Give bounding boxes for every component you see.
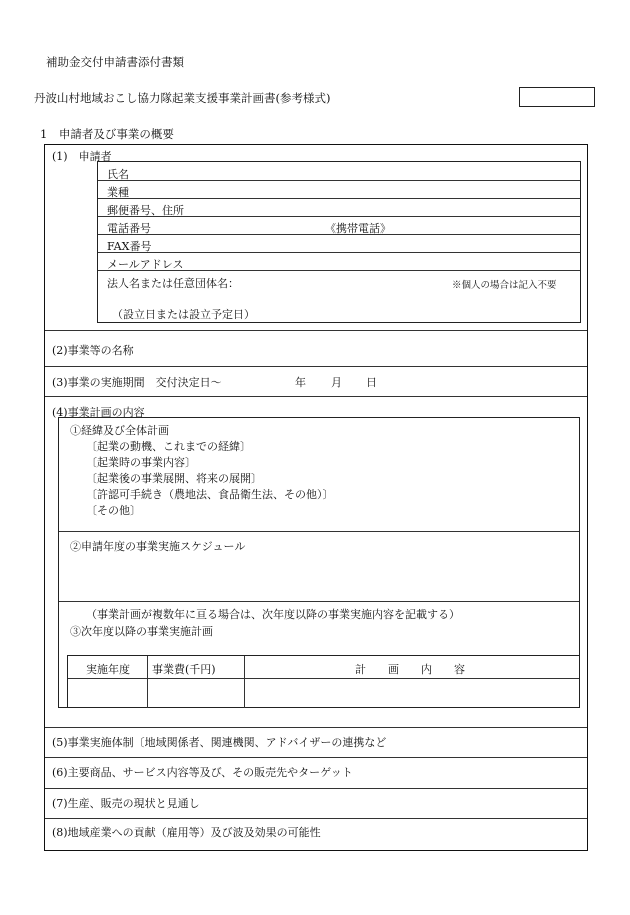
divider-7	[45, 788, 587, 789]
item1-line-5: 〔その他〕	[86, 504, 141, 517]
mobile-label: 《携帯電話》	[325, 222, 391, 235]
section-heading: 1 申請者及び事業の概要	[40, 127, 174, 141]
item1-line-2: 〔起業時の事業内容〕	[86, 456, 196, 469]
table-cell-cost[interactable]	[148, 679, 244, 707]
email-line[interactable]	[98, 270, 580, 271]
business-type-line[interactable]	[98, 198, 580, 199]
structure-label: (5)事業実施体制〔地域関係者、関連機関、アドバイザーの連携など	[52, 736, 387, 749]
item3-title: ③次年度以降の事業実施計画	[70, 625, 213, 638]
period-label: (3)事業の実施期間 交付決定日〜	[52, 376, 222, 389]
business-type-label: 業種	[107, 186, 129, 199]
table-header-plan: 計 画 内 容	[355, 663, 465, 676]
address-label: 郵便番号、住所	[107, 204, 184, 217]
plan-label: (4)事業計画の内容	[52, 406, 145, 419]
outlook-label: (7)生産、販売の現状と見通し	[52, 797, 200, 810]
divider-3	[45, 366, 587, 367]
divider-4	[45, 396, 587, 397]
item1-line-1: 〔起業の動機、これまでの経緯〕	[86, 440, 251, 453]
divider-item2	[59, 531, 579, 532]
phone-label: 電話番号	[107, 222, 151, 235]
table-header-cost: 事業費(千円)	[152, 663, 216, 676]
item3-note: （事業計画が複数年に亘る場合は、次年度以降の事業実施内容を記載する）	[86, 608, 460, 621]
divider-item3	[59, 601, 579, 602]
form-title: 丹波山村地域おこし協力隊起業支援事業計画書(参考様式)	[34, 91, 331, 105]
table-cell-year[interactable]	[68, 679, 147, 707]
divider-5	[45, 727, 587, 728]
established-label: （設立日または設立予定日）	[112, 308, 255, 321]
item1-title: ①経緯及び全体計画	[70, 424, 169, 437]
table-cell-plan[interactable]	[245, 679, 579, 707]
fax-label: FAX番号	[107, 240, 152, 253]
period-day: 日	[366, 376, 377, 389]
email-label: メールアドレス	[107, 258, 184, 271]
products-label: (6)主要商品、サービス内容等及び、その販売先やターゲット	[52, 766, 353, 779]
table-header-year: 実施年度	[86, 663, 130, 676]
applicant-box	[97, 161, 581, 323]
item1-line-3: 〔起業後の事業展開、将来の展開〕	[86, 472, 262, 485]
document-type-label: 補助金交付申請書添付書類	[46, 55, 184, 69]
period-year: 年	[295, 376, 306, 389]
business-name-label: (2)事業等の名称	[52, 344, 134, 357]
org-note: ※個人の場合は記入不要	[452, 280, 557, 291]
address-line[interactable]	[98, 216, 580, 217]
fax-line[interactable]	[98, 252, 580, 253]
phone-line[interactable]	[98, 234, 580, 235]
period-month: 月	[331, 376, 342, 389]
divider-2	[45, 330, 587, 331]
item1-line-4: 〔許認可手続き（農地法、食品衛生法、その他）〕	[86, 488, 334, 501]
org-name-label: 法人名または任意団体名：	[107, 277, 239, 290]
contribution-label: (8)地域産業への貢献（雇用等）及び波及効果の可能性	[52, 826, 321, 839]
name-field-line[interactable]	[98, 180, 580, 181]
applicant-label: (1) 申請者	[52, 150, 112, 163]
divider-6	[45, 757, 587, 758]
form-number-box[interactable]	[519, 87, 595, 107]
item2-title: ②申請年度の事業実施スケジュール	[70, 540, 246, 553]
name-field-label: 氏名	[107, 168, 129, 181]
divider-8	[45, 818, 587, 819]
